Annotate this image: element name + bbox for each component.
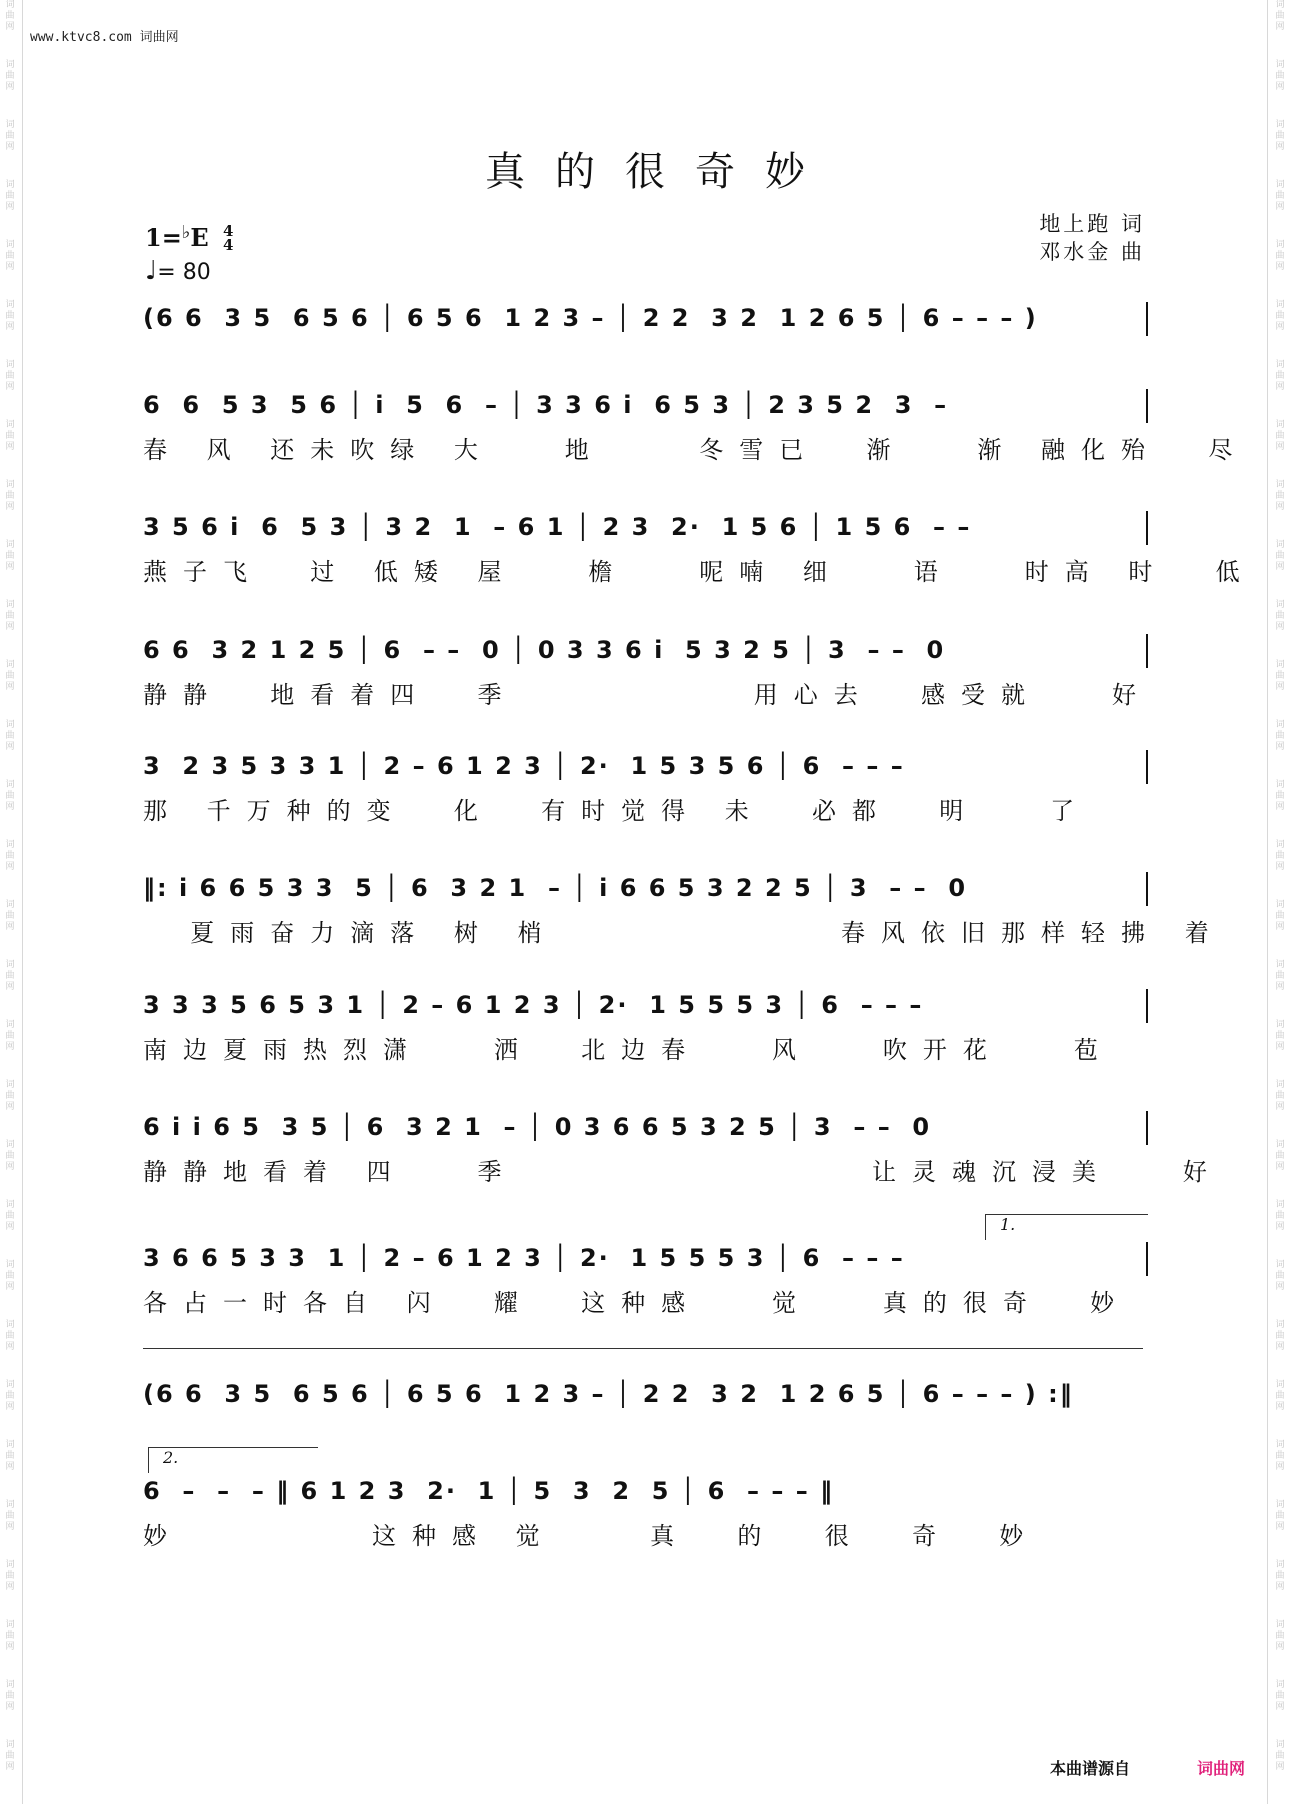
volta-first-ending: 1. [985, 1214, 1148, 1240]
barline [1146, 389, 1148, 423]
lyrics-row: 春 风 还未吹绿 大 地 冬雪已 渐 渐 融化殆 尽 [143, 436, 1249, 464]
watermark-text: 词 曲 网 [5, 300, 15, 332]
watermark-text: 词 曲 网 [1275, 1260, 1285, 1292]
watermark-text: 词 曲 网 [1275, 600, 1285, 632]
watermark-text: 词 曲 网 [5, 1680, 15, 1712]
song-title: 真的很奇妙 [485, 149, 835, 195]
watermark-text: 词 曲 网 [1275, 420, 1285, 452]
notes-row: 3 5 6 i 6 5 3 │ 3 2 1 – 6 1 │ 2 3 2· 1 5 6 │ 1 5 6 – – [143, 513, 972, 541]
notes-row: 6 6 5 3 5 6 │ i 5 6 – │ 3 3 6 i 6 5 3 │ 2 3 5 2 3 – [143, 391, 949, 419]
barline [1146, 750, 1148, 784]
barline [1146, 989, 1148, 1023]
separator-line [143, 1348, 1143, 1349]
watermark-text: 词 曲 网 [5, 1080, 15, 1112]
tempo-value: = 80 [157, 260, 211, 285]
watermark-text: 词 曲 网 [1275, 1140, 1285, 1172]
watermark-text: 词 曲 网 [1275, 1620, 1285, 1652]
watermark-text: 词 曲 网 [1275, 360, 1285, 392]
watermark-text: 词 曲 网 [5, 660, 15, 692]
watermark-text: 词 曲 网 [5, 1380, 15, 1412]
barline [1146, 511, 1148, 545]
watermark-text: 词 曲 网 [1275, 540, 1285, 572]
watermark-text: 词 曲 网 [5, 360, 15, 392]
key-note: E [190, 223, 209, 252]
watermark-text: 词 曲 网 [5, 1260, 15, 1292]
system-5 [0, 744, 1290, 844]
watermark-text: 词 曲 网 [1275, 720, 1285, 752]
lyrics-row: 夏雨奋力滴落 树 梢 春风依旧那样轻拂 着 [143, 919, 1225, 947]
lyrics-row: 静静地看着 四 季 让灵魂沉浸美 好 [143, 1158, 1223, 1186]
system-1 [0, 296, 1290, 396]
watermark-text: 词 曲 网 [5, 1140, 15, 1172]
watermark-text: 词 曲 网 [1275, 0, 1285, 32]
watermark-text: 词 曲 网 [5, 420, 15, 452]
notes-row: 3 3 3 5 6 5 3 1 │ 2 – 6 1 2 3 │ 2· 1 5 5 5 3 │ 6 – – – [143, 991, 924, 1019]
lyrics-row [143, 346, 1148, 380]
barline [1146, 1111, 1148, 1145]
footer-brand-link[interactable]: 词曲网 [1197, 1759, 1246, 1778]
notes-row: 6 – – – ‖ 6 1 2 3 2· 1 │ 5 3 2 5 │ 6 – – – ‖ [143, 1477, 835, 1505]
system-11 [0, 1469, 1290, 1569]
watermark-text: 词 曲 网 [1275, 1080, 1285, 1112]
barline [1146, 302, 1148, 336]
watermark-text: 词 曲 网 [5, 180, 15, 212]
watermark-text: 词 曲 网 [1275, 1200, 1285, 1232]
notes-row: ‖: i 6 6 5 3 3 5 │ 6 3 2 1 – │ i 6 6 5 3 2 2 5 │ 3 – – 0 [143, 874, 968, 902]
system-8 [0, 1105, 1290, 1205]
watermark-text: 词 曲 网 [1275, 120, 1285, 152]
watermark-text: 词 曲 网 [5, 0, 15, 32]
watermark-text: 词 曲 网 [5, 1320, 15, 1352]
time-bottom: 4 [222, 235, 234, 254]
watermark-text: 词 曲 网 [5, 1620, 15, 1652]
watermark-text: 词 曲 网 [5, 1560, 15, 1592]
barline [1146, 634, 1148, 668]
watermark-text: 词 曲 网 [1275, 60, 1285, 92]
tempo-marking [145, 256, 211, 286]
watermark-text: 词 曲 网 [1275, 240, 1285, 272]
credits [1039, 210, 1145, 266]
site-url[interactable]: www.ktvc8.com 词曲网 [30, 30, 179, 45]
key-prefix: 1= [145, 223, 182, 252]
watermark-text: 词 曲 网 [1275, 1380, 1285, 1412]
watermark-text: 词 曲 网 [1275, 1020, 1285, 1052]
watermark-text: 词 曲 网 [5, 900, 15, 932]
composer: 邓水金 曲 [1039, 240, 1145, 264]
lyrics-row: 各占一时各自 闪 耀 这种感 觉 真的很奇 妙 [143, 1289, 1131, 1317]
watermark-text: 词 曲 网 [5, 120, 15, 152]
notes-row: 3 2 3 5 3 3 1 │ 2 – 6 1 2 3 │ 2· 1 5 3 5 6 │ 6 – – – [143, 752, 905, 780]
watermark-text: 词 曲 网 [5, 540, 15, 572]
watermark-text: 词 曲 网 [1275, 1440, 1285, 1472]
watermark-text: 词 曲 网 [1275, 1680, 1285, 1712]
watermark-text: 词 曲 网 [5, 840, 15, 872]
notes-row: 6 6 3 2 1 2 5 │ 6 – – 0 │ 0 3 3 6 i 5 3 2 5 │ 3 – – 0 [143, 636, 946, 664]
watermark-text: 词 曲 网 [1275, 840, 1285, 872]
lyrics-row: 妙 这种感 觉 真 的 很 奇 妙 [143, 1522, 1040, 1550]
watermark-text: 词 曲 网 [1275, 1320, 1285, 1352]
system-4 [0, 628, 1290, 728]
system-9 [0, 1236, 1290, 1336]
flat-sign: ♭ [181, 222, 191, 243]
notes-row: 3 6 6 5 3 3 1 │ 2 – 6 1 2 3 │ 2· 1 5 5 5 3 │ 6 – – – [143, 1244, 905, 1272]
watermark-text: 词 曲 网 [5, 1440, 15, 1472]
volta-second-ending: 2. [148, 1447, 318, 1473]
watermark-text: 词 曲 网 [1275, 1560, 1285, 1592]
barline [1146, 1242, 1148, 1276]
watermark-text: 词 曲 网 [5, 780, 15, 812]
notes-row: 6 i i 6 5 3 5 │ 6 3 2 1 – │ 0 3 6 6 5 3 2 5 │ 3 – – 0 [143, 1113, 932, 1141]
system-7 [0, 983, 1290, 1083]
system-6 [0, 866, 1290, 966]
watermark-text: 词 曲 网 [1275, 1500, 1285, 1532]
watermark-text: 词 曲 网 [5, 1020, 15, 1052]
lyrics-row: 那 千万种的变 化 有时觉得 未 必都 明 了 [143, 797, 1091, 825]
watermark-text: 词 曲 网 [5, 600, 15, 632]
watermark-text: 词 曲 网 [5, 480, 15, 512]
lyricist: 地上跑 词 [1039, 212, 1145, 236]
lyrics-row: 燕子飞 过 低矮 屋 檐 呢喃 细 语 时高 时 低 [143, 558, 1256, 586]
lyrics-row: 静静 地看着四 季 用心去 感受就 好 [143, 681, 1152, 709]
watermark-text: 词 曲 网 [1275, 180, 1285, 212]
system-2 [0, 383, 1290, 483]
watermark-text: 词 曲 网 [1275, 780, 1285, 812]
lyrics-row: 南边夏雨热烈潇 洒 北边春 风 吹开花 苞 [143, 1036, 1114, 1064]
watermark-text: 词 曲 网 [1275, 1740, 1285, 1772]
watermark-text: 词 曲 网 [5, 60, 15, 92]
watermark-text: 词 曲 网 [1275, 300, 1285, 332]
watermark-text: 词 曲 网 [1275, 480, 1285, 512]
footer-source: 本曲谱源自 [1050, 1759, 1131, 1778]
time-top: 4 [222, 221, 234, 240]
key-signature [145, 222, 233, 254]
watermark-text: 词 曲 网 [5, 720, 15, 752]
notes-row: (6 6 3 5 6 5 6 │ 6 5 6 1 2 3 – │ 2 2 3 2 1 2 6 5 │ 6 – – – ) [143, 304, 1038, 332]
watermark-text: 词 曲 网 [1275, 660, 1285, 692]
watermark-text: 词 曲 网 [5, 960, 15, 992]
watermark-text: 词 曲 网 [5, 240, 15, 272]
time-signature [222, 221, 234, 254]
watermark-text: 词 曲 网 [5, 1200, 15, 1232]
watermark-text: 词 曲 网 [1275, 960, 1285, 992]
watermark-text: 词 曲 网 [5, 1500, 15, 1532]
system-3 [0, 505, 1290, 605]
watermark-text: 词 曲 网 [5, 1740, 15, 1772]
notes-row: (6 6 3 5 6 5 6 │ 6 5 6 1 2 3 – │ 2 2 3 2 1 2 6 5 │ 6 – – – ) :‖ [143, 1380, 1074, 1408]
barline [1146, 872, 1148, 906]
quarter-note-icon: ♩ [145, 256, 158, 286]
watermark-text: 词 曲 网 [1275, 900, 1285, 932]
